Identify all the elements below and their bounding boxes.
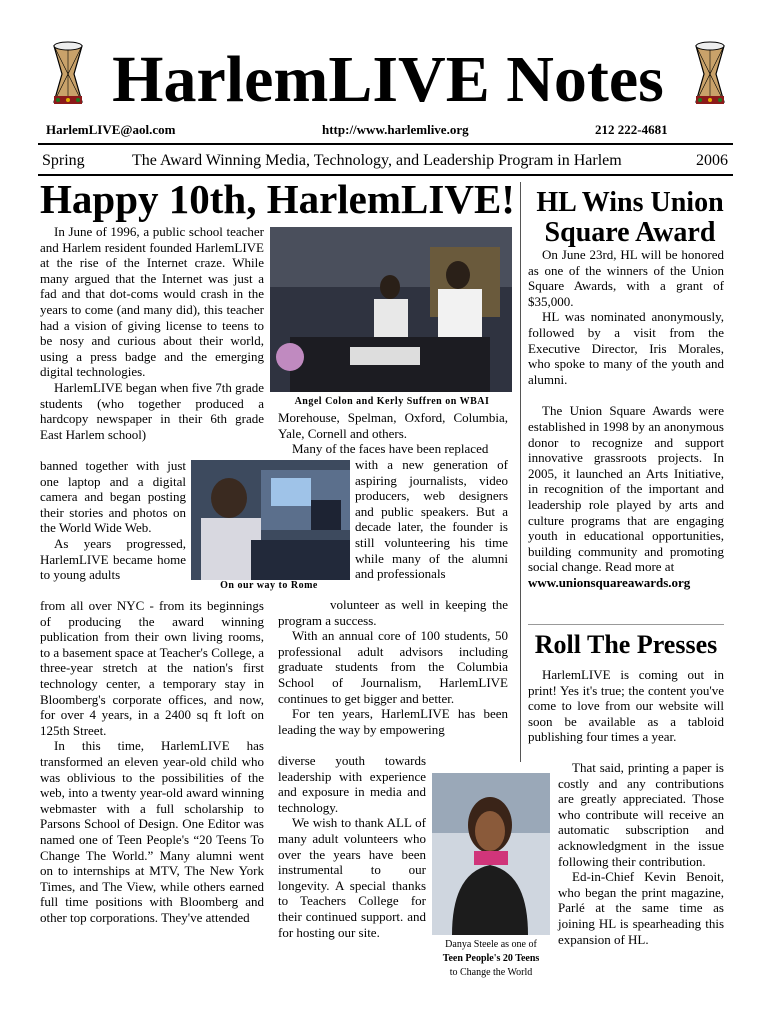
- union-square-headline-line2: Square Award: [544, 217, 716, 248]
- main-col2-wrap: with a new generation of aspiring journalists, video producers, web designers and public speakers. But a decade later, the founder is still volunteering his time while many of the alumni and professionals: [355, 457, 508, 582]
- photo-danya-caption-line3: to Change the World: [449, 967, 533, 978]
- main-article-col1-wrap: [40, 458, 186, 583]
- main-col2-p4: We wish to thank ALL of many adult volunteers who over the years have been instrumental to our longevity. A special thanks to Teachers College for their continued support. and for hosting our site.: [278, 815, 426, 940]
- union-square-link[interactable]: www.unionsquareawards.org: [528, 574, 691, 590]
- main-article-col2-top: [278, 410, 508, 457]
- sidebar-divider: [528, 624, 724, 625]
- photo-danya-caption-line2: Teen People's 20 Teens: [442, 953, 540, 964]
- main-article-col2-bottom: [278, 753, 426, 940]
- main-col2-faces: Many of the faces have been replaced: [292, 441, 489, 457]
- main-article-col2-wrap: [355, 457, 508, 582]
- photo-wbai-studio: [270, 227, 512, 392]
- main-headline: Happy 10th, HarlemLIVE!: [40, 176, 515, 222]
- photo-rome-caption: On our way to Rome: [220, 580, 318, 591]
- main-p2: HarlemLIVE began when five 7th grade students (who together produced a hardcopy newspaper in their 6th grade East Harlem school): [40, 379, 264, 442]
- masthead-email: HarlemLIVE@aol.com: [46, 122, 176, 137]
- union-square-headline-line1: HL Wins Union: [536, 187, 724, 218]
- main-col2-p3: For ten years, HarlemLIVE has been leading the way by empowering: [278, 706, 508, 737]
- main-p2-cont: banned together with just one laptop and a digital camera and began posting their stories and photos on the World Wide Web.: [40, 458, 186, 536]
- presses-headline: Roll The Presses: [534, 630, 718, 659]
- main-article-col1-bottom: [40, 598, 264, 925]
- photo-danya-steele: [432, 773, 550, 935]
- main-col2-p2: With an annual core of 100 students, 50 professional adult advisors including graduate students from the Columbia School of Journalism, HarlemLIVE continues to get bigger and better.: [278, 628, 508, 706]
- drum-icon-left: [48, 40, 88, 108]
- main-col2-after: volunteer as well in keeping the program a success.: [278, 597, 508, 628]
- drum-icon-right: [690, 40, 730, 108]
- photo-danya-caption-line1: Danya Steele as one of: [445, 939, 537, 950]
- presses-body-top: [528, 667, 724, 745]
- masthead-rule-top: [38, 143, 733, 145]
- masthead-season: Spring: [42, 152, 85, 169]
- masthead-website: http://www.harlemlive.org: [322, 122, 469, 137]
- main-col2-p3-wrap: diverse youth towards leadership with experience and exposure in media and technology.: [278, 753, 426, 815]
- masthead-title: HarlemLIVE Notes: [112, 43, 664, 116]
- union-square-p1: On June 23rd, HL will be honored as one of the winners of the Union Square Awards, with a grant of $35,000.: [528, 247, 724, 309]
- union-square-body: [528, 247, 724, 590]
- main-p1: In June of 1996, a public school teacher and Harlem resident founded HarlemLIVE at the rise of the Internet craze. While many argued that the Internet was just a fad and that dot-coms would crash in the years to come (and many did), this teacher had a vision of giving license to teens to be nosy and curious about their world, using a press badge and the emerging digital technologies.: [40, 224, 264, 380]
- main-article-col1: [40, 224, 264, 442]
- union-square-headline: [528, 188, 732, 248]
- column-divider: [520, 182, 521, 762]
- photo-wbai-caption: Angel Colon and Kerly Suffren on WBAI: [294, 396, 490, 407]
- main-p3: As years progressed, HarlemLIVE became home to young adults: [40, 535, 186, 583]
- presses-p2: That said, printing a paper is costly and any contributions are greatly appreciated. Those who contribute will receive an automatic subscription and acknowledgment in the issue following their contribution.: [558, 760, 724, 869]
- photo-rome: [191, 460, 350, 580]
- main-p4: In this time, HarlemLIVE has transformed an eleven year-old child who was oblivious to the possibilities of the web, into a twenty year-old award winning webmaster with a full scholarship to Parsons School of Design. One Editor was named one of Teen People's “20 Teens To Change The World.” Many alumni went on to internships at MTV, The New York Times, and The View, while others earned full time positions with Bloomberg and other top corporations. They've attended: [40, 738, 264, 925]
- masthead-phone: 212 222-4681: [595, 122, 668, 137]
- presses-body-bottom: [558, 760, 724, 947]
- presses-p3: Ed-in-Chief Kevin Benoit, who began the print magazine, Parlé at the same time as joining HL is spearheading this expansion of HL.: [558, 869, 724, 947]
- union-square-p2: HL was nominated anonymously, followed by a visit from the Executive Director, Iris Morales, who spoke to many of the youth and alumni.: [528, 309, 724, 387]
- presses-p1: HarlemLIVE is coming out in print! Yes it's true; the content you've come to love from our website will soon be available as a tabloid publishing four times a year.: [528, 667, 724, 745]
- main-col2-schools: Morehouse, Spelman, Oxford, Columbia, Yale, Cornell and others.: [278, 410, 508, 441]
- photo-danya-caption: [428, 938, 554, 980]
- masthead-year: 2006: [696, 152, 728, 169]
- masthead-tagline: The Award Winning Media, Technology, and Leadership Program in Harlem: [132, 152, 622, 169]
- main-article-col2-mid: [278, 597, 508, 737]
- union-square-p3: The Union Square Awards were established in 1998 by an anonymous donor to recognize and support innovative grassroots projects. In 2005, it launched an Arts Initiative, in recognition of the important and leadership role played by arts and culture programs that are engaging youth in educational opportunities, building community and promoting social change. Read more at: [528, 403, 724, 575]
- main-p3-cont: from all over NYC - from its beginnings of producing the award winning publication from their own living rooms, to a basement space at Teacher's College, a three-year stretch at the nation's first technology center, a temporary stay in Bloomberg's corporate offices, and now, for over 4 years, in a 2400 sq ft loft on 125th Street.: [40, 598, 264, 738]
